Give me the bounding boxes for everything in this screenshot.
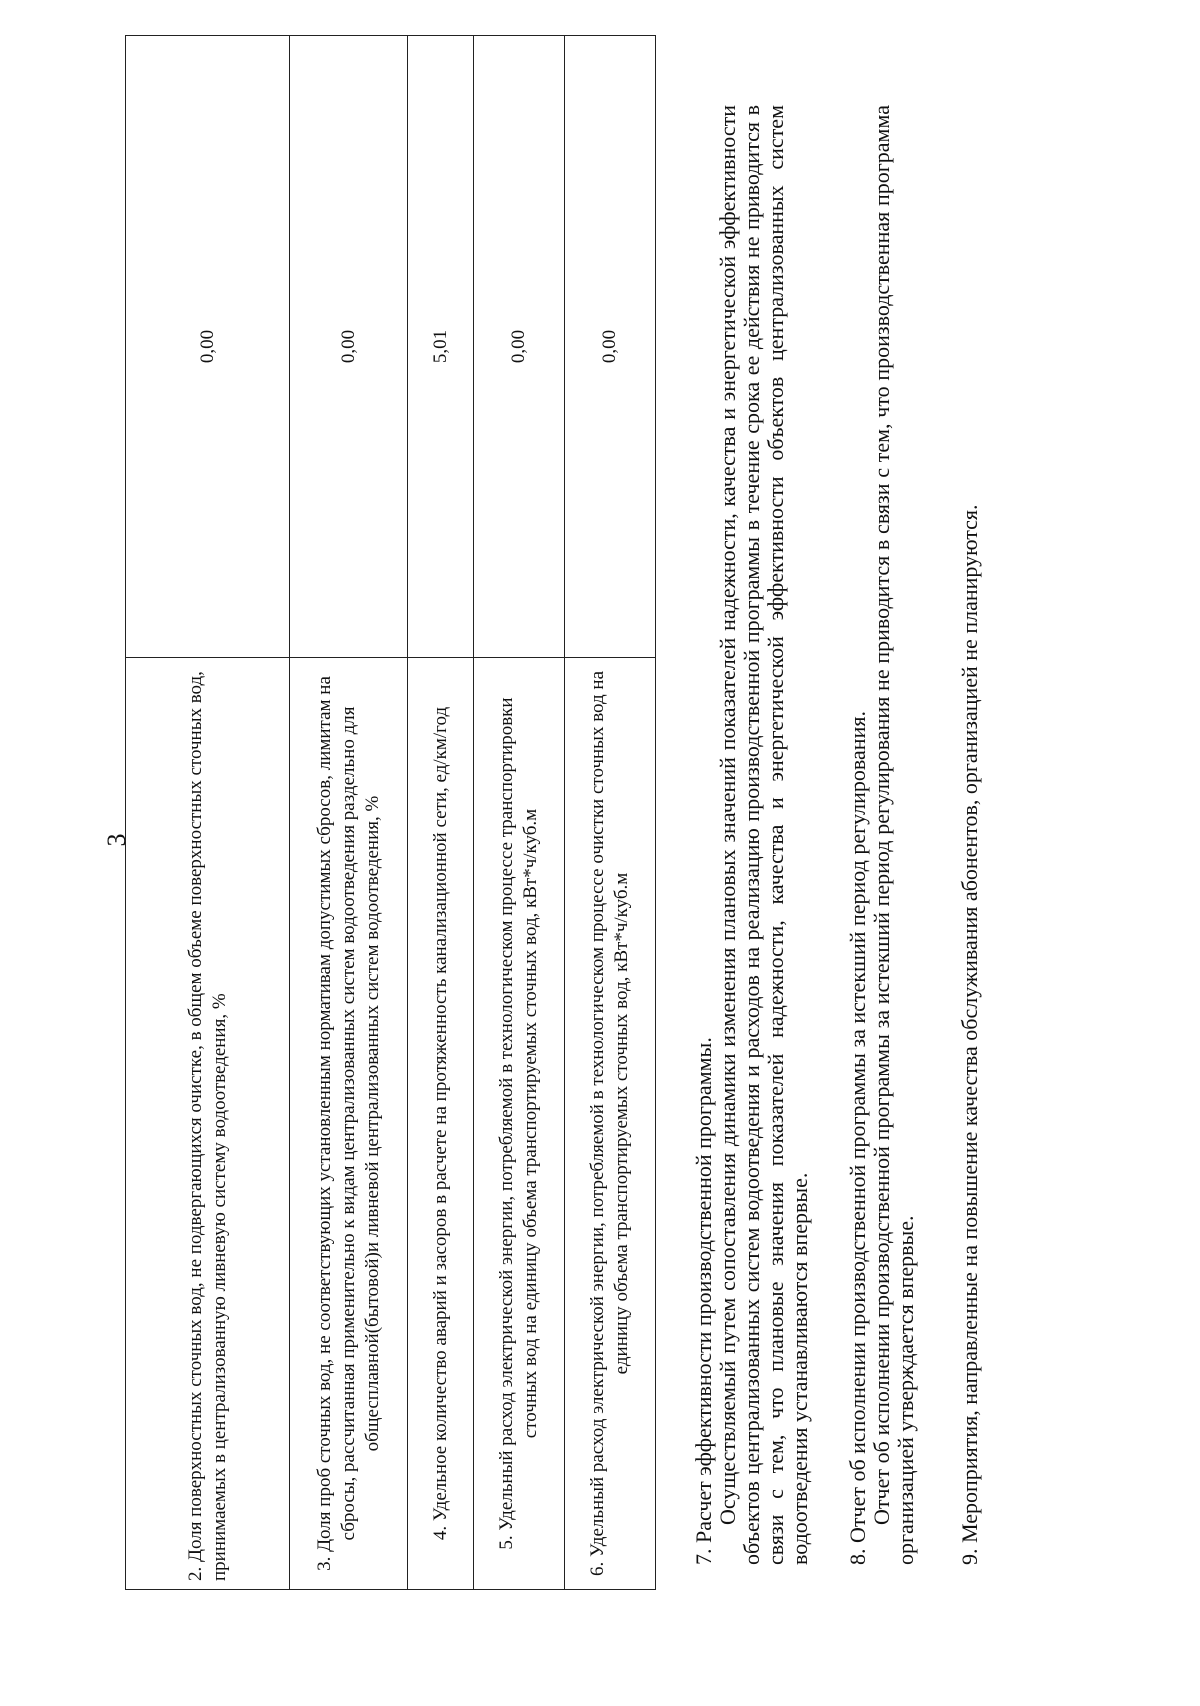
table-row bbox=[474, 36, 565, 1590]
indicator-value: 0,00 bbox=[565, 36, 656, 658]
indicator-description: 5. Удельный расход электрической энергии, потребляемой в технологическом процессе транспортировки сточных вод на единицу объема транспортируемых сточных вод, кВт*ч/куб.м bbox=[474, 658, 565, 1590]
indicator-value: 5,01 bbox=[408, 36, 474, 658]
indicator-description: 3. Доля проб сточных вод, не соответствующих установленным нормативам допустимых сбросов, лимитам на сбросы, рассчитанная применительно к видам централизованных систем водоотведения раздельно для общесплавной(бытовой)и ливневой централизованных систем водоотведения, % bbox=[290, 658, 408, 1590]
section-8-body: Отчет об исполнении производственной программы за истекший период регулирования не приводится в связи с тем, что производственная программа организацией утверждается впервые. bbox=[869, 105, 918, 1565]
indicator-value: 0,00 bbox=[126, 36, 290, 658]
section-7-body: Осуществляемый путем сопоставления динамики изменения плановых значений показателей надежности, качества и энергетической эффективности объектов централизованных систем водоотведения и расходов на реализацию производственной программы в течение срока ее действия не приводится в связи с тем, что плановые значения показателей надежности, качества и энергетической эффективности объектов централизованных систем водоотведения устанавливаются впервые. bbox=[715, 105, 812, 1565]
section-spacer bbox=[918, 105, 958, 1565]
table-row bbox=[126, 36, 290, 1590]
section-7-heading: 7. Расчет эффективности производственной программы. bbox=[691, 1037, 716, 1565]
section-9-heading: 9. Мероприятия, направленные на повышение качества обслуживания абонентов, организацией не планируются. bbox=[957, 504, 982, 1565]
indicator-description: 4. Удельное количество аварий и засоров в расчете на протяженность канализационной сети, ед/км/год bbox=[408, 658, 474, 1590]
rotated-page-content bbox=[100, 50, 1200, 1630]
table-row bbox=[565, 36, 656, 1590]
table-row bbox=[290, 36, 408, 1590]
indicator-description: 6. Удельный расход электрической энергии, потребляемой в технологическом процессе очистки сточных вод на единицу объема транспортируемых сточных вод, кВт*ч/куб.м bbox=[565, 658, 656, 1590]
document-sections bbox=[692, 105, 982, 1565]
indicator-value: 0,00 bbox=[290, 36, 408, 658]
indicator-value: 0,00 bbox=[474, 36, 565, 658]
section-8-heading: 8. Отчет об исполнении производственной программы за истекший период регулирования. bbox=[845, 711, 870, 1565]
section-spacer bbox=[812, 105, 846, 1565]
page-number: 3 bbox=[102, 833, 131, 847]
indicator-description: 2. Доля поверхностных сточных вод, не подвергающихся очистке, в общем объеме поверхностных сточных вод, принимаемых в централизованную ливневую систему водоотведения, % bbox=[126, 658, 290, 1590]
indicators-table bbox=[125, 35, 656, 1590]
table-row bbox=[408, 36, 474, 1590]
